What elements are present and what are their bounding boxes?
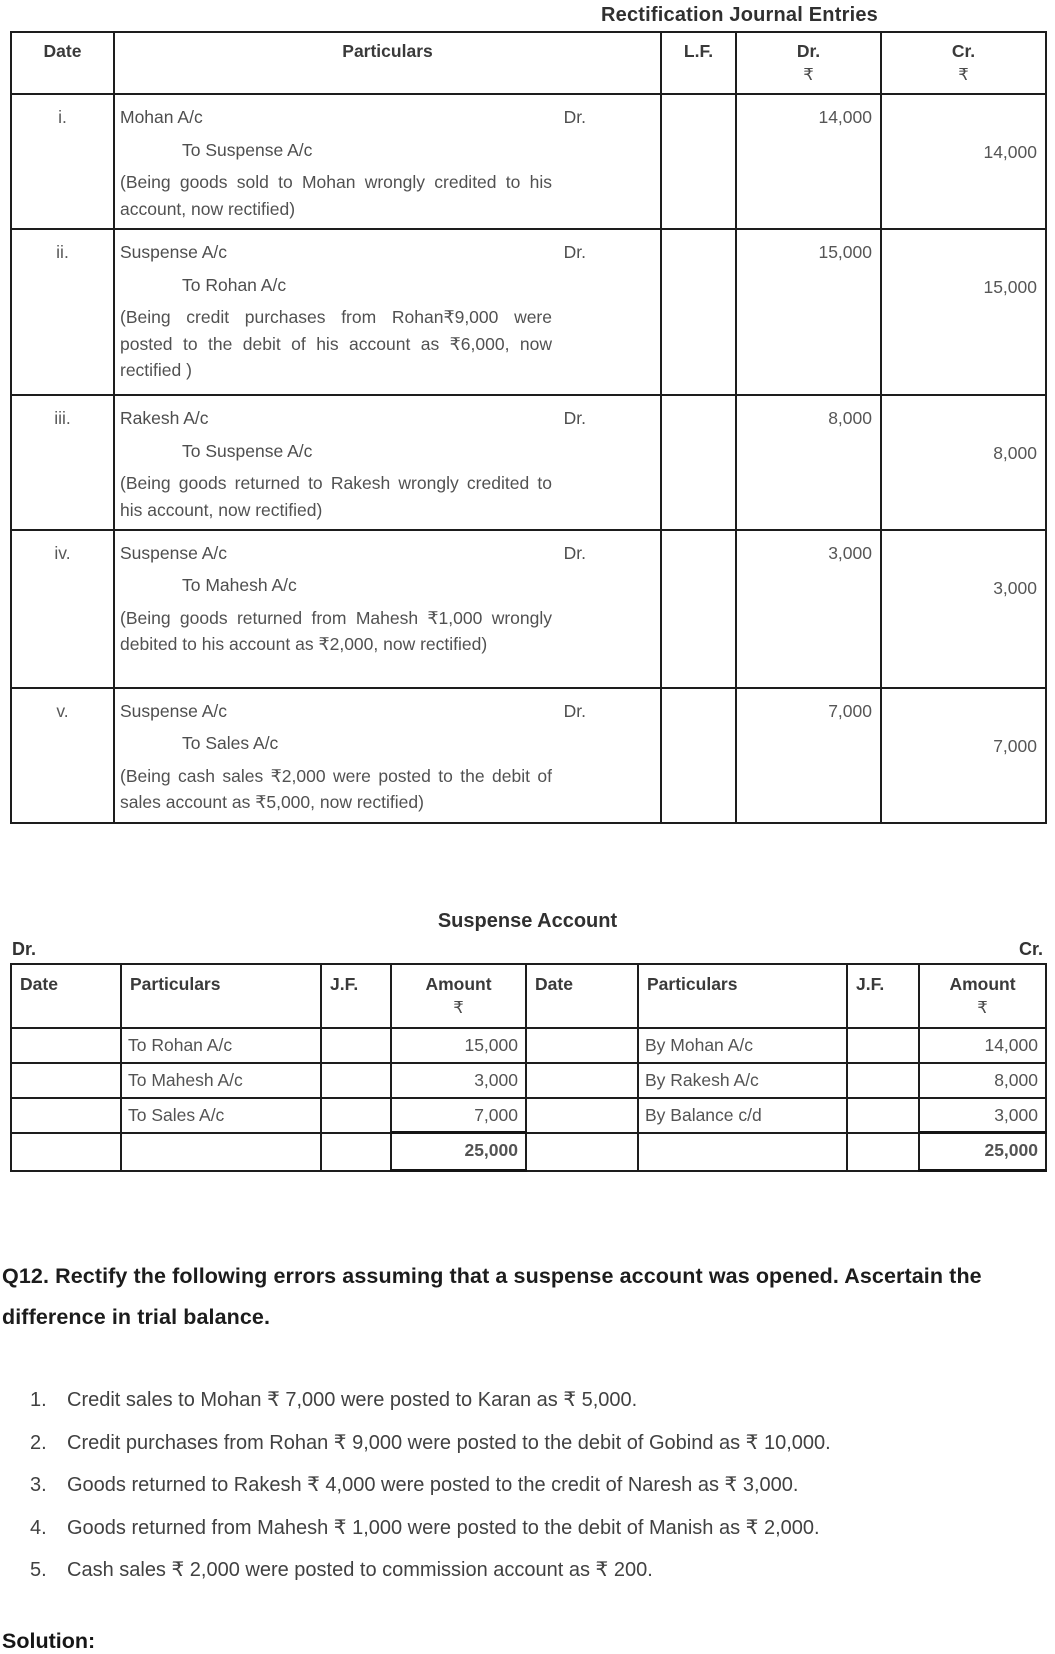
journal-header-cr	[881, 32, 1046, 94]
list-text: Goods returned to Rakesh ₹ 4,000 were posted to the credit of Naresh as ₹ 3,000.	[67, 1474, 799, 1497]
suspense-header-particulars-cr: Particulars	[638, 964, 847, 1028]
jf-cell	[321, 1028, 391, 1063]
dr-amount: 7,000	[391, 1098, 526, 1133]
entry-particulars	[114, 229, 661, 395]
entry-lf	[661, 530, 736, 688]
date-cell	[526, 1063, 638, 1098]
entry-cr-amount-cell	[881, 395, 1046, 530]
cr-amount: 8,000	[919, 1063, 1046, 1098]
entry-narration: (Being goods sold to Mohan wrongly credited to his account, now rectified)	[120, 172, 552, 219]
entry-dr-amount-cell	[736, 94, 881, 229]
journal-header-dr-label: Dr.	[796, 41, 821, 61]
list-number: 3.	[30, 1474, 47, 1497]
cr-amount: 3,000	[993, 577, 1037, 598]
entry-particulars	[114, 530, 661, 688]
list-text: Credit sales to Mohan ₹ 7,000 were posted to Karan as ₹ 5,000.	[67, 1389, 638, 1412]
list-item-5	[30, 1558, 1055, 1583]
list-item-3	[30, 1473, 1055, 1498]
list-number: 1.	[30, 1389, 47, 1412]
list-text: Cash sales ₹ 2,000 were posted to commission account as ₹ 200.	[67, 1559, 653, 1582]
dr-amount: 15,000	[391, 1028, 526, 1063]
entry-narration: (Being goods returned to Rakesh wrongly credited to his account, now rectified)	[120, 473, 552, 520]
entry-cr-amount-cell	[881, 94, 1046, 229]
dr-total-amount: 25,000	[391, 1133, 526, 1171]
entry-serial: ii.	[11, 229, 114, 395]
cr-particulars: By Balance c/d	[638, 1098, 847, 1133]
jf-cell	[847, 1028, 919, 1063]
debit-account-name: Suspense A/c	[120, 542, 228, 563]
entry-particulars	[114, 94, 661, 229]
entry-cr-amount-cell	[881, 688, 1046, 823]
dr-particulars: To Sales A/c	[121, 1098, 321, 1133]
jf-cell	[847, 1098, 919, 1133]
credit-account-name: To Rohan A/c	[182, 274, 287, 295]
journal-title: Rectification Journal Entries	[601, 4, 878, 26]
suspense-header-amount-cr: Amount ₹	[919, 964, 1046, 1028]
list-number: 2.	[30, 1431, 47, 1454]
suspense-header-amount-dr: Amount ₹	[391, 964, 526, 1028]
entry-narration: (Being cash sales ₹2,000 were posted to the debit of sales account as ₹5,000, now rectified)	[120, 766, 552, 813]
cr-amount: 7,000	[993, 735, 1037, 756]
list-item-4	[30, 1516, 1055, 1541]
dr-amount: 3,000	[828, 542, 872, 563]
debit-account-name: Mohan A/c	[120, 107, 203, 127]
entry-dr-amount-cell	[736, 229, 881, 395]
suspense-header-particulars-dr: Particulars	[121, 964, 321, 1028]
journal-entry-row-2	[11, 229, 1046, 395]
suspense-header-date-dr: Date	[11, 964, 121, 1028]
entry-lf	[661, 688, 736, 823]
entry-lf	[661, 229, 736, 395]
suspense-row-3	[11, 1098, 1046, 1133]
entry-dr-amount-cell	[736, 688, 881, 823]
list-number: 4.	[30, 1516, 47, 1539]
rectification-journal-table	[10, 31, 1047, 824]
list-text: Credit purchases from Rohan ₹ 9,000 were posted to the debit of Gobind as ₹ 10,000.	[67, 1431, 831, 1454]
entry-dr-amount-cell	[736, 395, 881, 530]
dr-suffix: Dr.	[563, 542, 586, 563]
suspense-total-row	[11, 1133, 1046, 1171]
entry-particulars	[114, 395, 661, 530]
cr-amount: 14,000	[983, 142, 1037, 162]
list-text: Goods returned from Mahesh ₹ 1,000 were posted to the debit of Manish as ₹ 2,000.	[67, 1516, 820, 1539]
credit-account-name: To Mahesh A/c	[182, 575, 297, 596]
suspense-account-title: Suspense Account	[437, 909, 618, 932]
list-number: 5.	[30, 1559, 47, 1582]
journal-entry-row-4	[11, 530, 1046, 688]
list-item-1	[30, 1388, 1055, 1413]
journal-header-cr-label: Cr.	[951, 41, 976, 61]
dr-cr-labels	[10, 939, 1045, 960]
suspense-header-row	[11, 964, 1046, 1028]
entry-particulars	[114, 688, 661, 823]
suspense-row-1	[11, 1028, 1046, 1063]
jf-cell	[321, 1098, 391, 1133]
dr-amount: 15,000	[818, 241, 872, 262]
jf-cell	[847, 1133, 919, 1171]
rupee-symbol: ₹	[958, 65, 969, 84]
date-cell	[11, 1063, 121, 1098]
dr-particulars: To Rohan A/c	[121, 1028, 321, 1063]
credit-account-name: To Suspense A/c	[182, 440, 313, 461]
dr-particulars: To Mahesh A/c	[121, 1063, 321, 1098]
journal-header-dr	[736, 32, 881, 94]
date-cell	[11, 1028, 121, 1063]
entry-lf	[661, 94, 736, 229]
credit-account-name: To Sales A/c	[182, 733, 279, 754]
journal-header-particulars: Particulars	[114, 32, 661, 94]
entry-cr-amount-cell	[881, 229, 1046, 395]
list-item-2	[30, 1431, 1055, 1456]
entry-dr-amount-cell	[736, 530, 881, 688]
journal-title-wrap	[10, 4, 1045, 27]
entry-serial: i.	[11, 94, 114, 229]
cr-total-amount: 25,000	[919, 1133, 1046, 1171]
dr-particulars	[121, 1133, 321, 1171]
cr-particulars: By Rakesh A/c	[638, 1063, 847, 1098]
journal-header-date: Date	[11, 32, 114, 94]
journal-entry-row-5	[11, 688, 1046, 823]
rupee-symbol: ₹	[453, 998, 464, 1017]
cr-amount: 14,000	[919, 1028, 1046, 1063]
errors-list	[30, 1388, 1055, 1583]
rupee-symbol: ₹	[803, 65, 814, 84]
dr-suffix: Dr.	[563, 700, 586, 721]
jf-cell	[321, 1133, 391, 1171]
entry-lf	[661, 395, 736, 530]
cr-particulars: By Mohan A/c	[638, 1028, 847, 1063]
entry-narration: (Being goods returned from Mahesh ₹1,000 wrongly debited to his account as ₹2,000, now rectified)	[120, 608, 552, 655]
suspense-row-2	[11, 1063, 1046, 1098]
dr-side-label: Dr.	[12, 938, 37, 959]
dr-suffix: Dr.	[563, 107, 586, 127]
journal-entry-row-1	[11, 94, 1046, 229]
cr-amount: 15,000	[983, 276, 1037, 297]
date-cell	[526, 1133, 638, 1171]
debit-account-name: Suspense A/c	[120, 700, 228, 721]
date-cell	[11, 1098, 121, 1133]
cr-particulars	[638, 1133, 847, 1171]
credit-account-name: To Suspense A/c	[182, 139, 313, 160]
debit-account-name: Suspense A/c	[120, 241, 228, 262]
jf-cell	[847, 1063, 919, 1098]
journal-header-row	[11, 32, 1046, 94]
dr-amount: 8,000	[828, 407, 872, 428]
dr-amount: 14,000	[818, 107, 872, 127]
dr-amount: 7,000	[828, 700, 872, 721]
date-cell	[526, 1098, 638, 1133]
question-text: Q12. Rectify the following errors assuming that a suspense account was opened. Ascertain the difference in trial balance.	[2, 1264, 982, 1330]
cr-amount: 8,000	[993, 442, 1037, 463]
entry-cr-amount-cell	[881, 530, 1046, 688]
suspense-header-jf-cr: J.F.	[847, 964, 919, 1028]
dr-amount: 3,000	[391, 1063, 526, 1098]
solution-label: Solution:	[2, 1628, 96, 1653]
suspense-account-table	[10, 963, 1047, 1173]
entry-serial: iv.	[11, 530, 114, 688]
date-cell	[11, 1133, 121, 1171]
rupee-symbol: ₹	[977, 998, 988, 1017]
entry-serial: v.	[11, 688, 114, 823]
suspense-header-date-cr: Date	[526, 964, 638, 1028]
cr-amount: 3,000	[919, 1098, 1046, 1133]
cr-side-label: Cr.	[1018, 938, 1043, 959]
journal-entry-row-3	[11, 395, 1046, 530]
journal-header-lf: L.F.	[661, 32, 736, 94]
suspense-header-jf-dr: J.F.	[321, 964, 391, 1028]
debit-account-name: Rakesh A/c	[120, 407, 209, 428]
entry-serial: iii.	[11, 395, 114, 530]
date-cell	[526, 1028, 638, 1063]
jf-cell	[321, 1063, 391, 1098]
dr-suffix: Dr.	[563, 241, 586, 262]
entry-narration: (Being credit purchases from Rohan₹9,000 were posted to the debit of his account as ₹6,000, now rectified )	[120, 307, 552, 380]
dr-suffix: Dr.	[563, 407, 586, 428]
